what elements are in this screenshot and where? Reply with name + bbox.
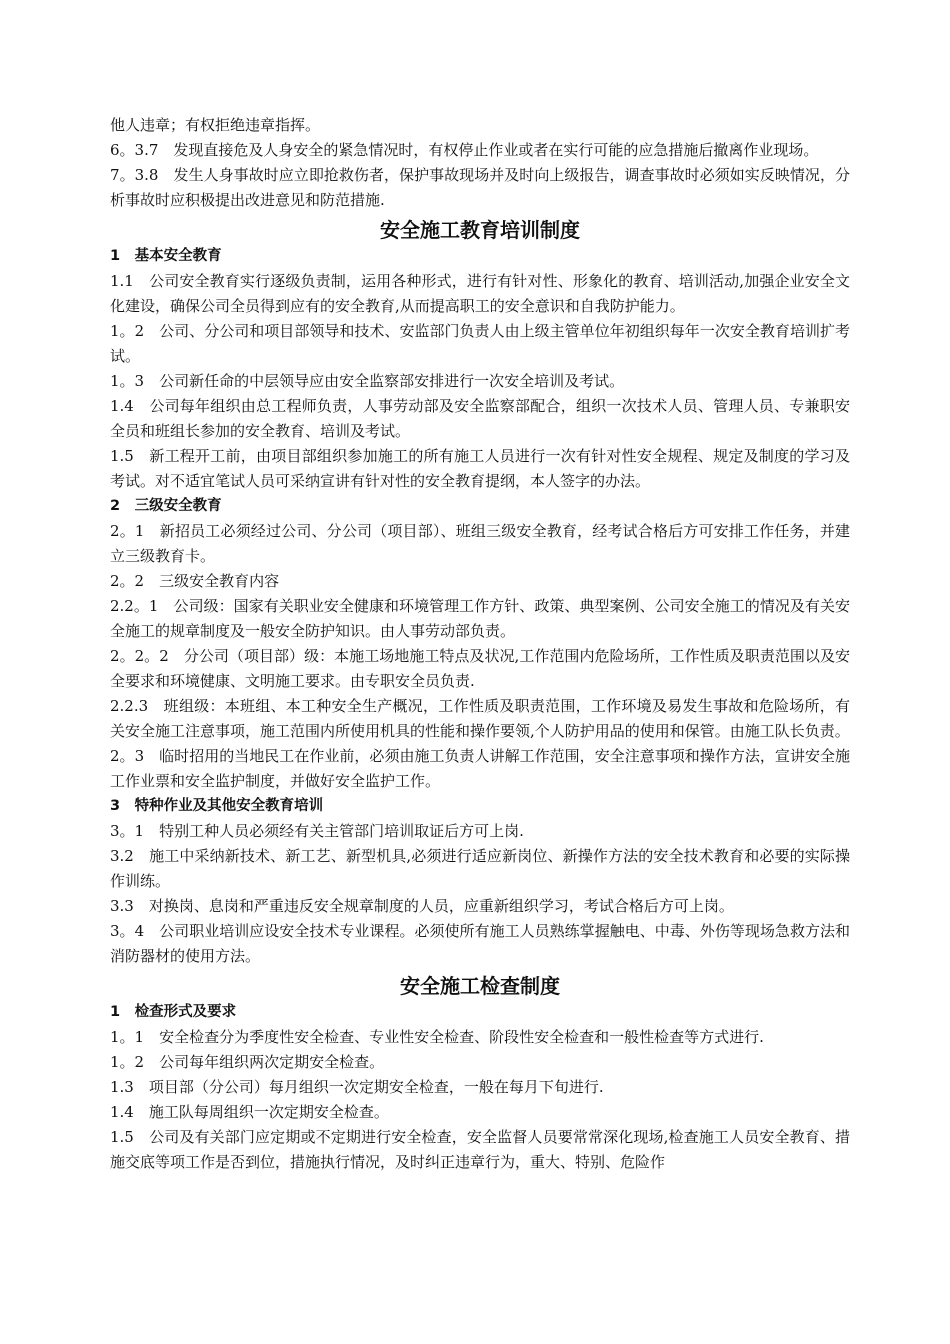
paragraph: 1.4 公司每年组织由总工程师负责，人事劳动部及安全监察部配合，组织一次技术人员、管理人员、专兼职安全员和班组长参加的安全教育、培训及考试。: [110, 397, 850, 440]
paragraph: 1.5 公司及有关部门应定期或不定期进行安全检查，安全监督人员要常常深化现场,检查施工人员安全教育、措施交底等项工作是否到位，措施执行情况，及时纠正违章行为，重大、特别、危险作: [110, 1128, 850, 1171]
subsection-heading: 3 特种作业及其他安全教育培训: [110, 798, 324, 814]
paragraph: 他人违章；有权拒绝违章指挥。: [110, 116, 321, 134]
paragraph: 6。3.7 发现直接危及人身安全的紧急情况时，有权停止作业或者在实行可能的应急措施后撤离作业现场。: [110, 141, 819, 159]
paragraph: 1。2 公司每年组织两次定期安全检查。: [110, 1053, 385, 1071]
section-heading: 安全施工检查制度: [400, 974, 560, 998]
paragraph: 3.2 施工中采纳新技术、新工艺、新型机具,必须进行适应新岗位、新操作方法的安全技术教育和必要的实际操作训练。: [110, 847, 850, 890]
paragraph: 2.2.3 班组级：本班组、本工种安全生产概况，工作性质及职责范围，工作环境及易发生事故和危险场所，有关安全施工注意事项，施工范围内所使用机具的性能和操作要领,个人防护用品的使用和保管。由施工队长负责。: [110, 697, 850, 740]
section-heading: 安全施工教育培训制度: [380, 218, 580, 242]
paragraph: 2。1 新招员工必须经过公司、分公司（项目部）、班组三级安全教育，经考试合格后方可安排工作任务，并建立三级教育卡。: [110, 522, 850, 565]
paragraph: 3。1 特别工种人员必须经有关主管部门培训取证后方可上岗.: [110, 822, 524, 840]
subsection-heading: 1 基本安全教育: [110, 248, 222, 264]
paragraph: 1.5 新工程开工前，由项目部组织参加施工的所有施工人员进行一次有针对性安全规程、规定及制度的学习及考试。对不适宜笔试人员可采纳宣讲有针对性的安全教育提纲，本人签字的办法。: [110, 447, 850, 490]
paragraph: 3。4 公司职业培训应设安全技术专业课程。必须使所有施工人员熟练掌握触电、中毒、外伤等现场急救方法和消防器材的使用方法。: [110, 922, 850, 965]
paragraph: 1.3 项目部（分公司）每月组织一次定期安全检查，一般在每月下旬进行.: [110, 1078, 604, 1096]
paragraph: 1。1 安全检查分为季度性安全检查、专业性安全检查、阶段性安全检查和一般性检查等方式进行.: [110, 1028, 764, 1046]
paragraph: 2.2。1 公司级：国家有关职业安全健康和环境管理工作方针、政策、典型案例、公司安全施工的情况及有关安全施工的规章制度及一般安全防护知识。由人事劳动部负责。: [110, 597, 850, 640]
paragraph: 1.4 施工队每周组织一次定期安全检查。: [110, 1103, 389, 1121]
paragraph: 2。3 临时招用的当地民工在作业前，必须由施工负责人讲解工作范围，安全注意事项和操作方法，宣讲安全施工作业票和安全监护制度，并做好安全监护工作。: [110, 747, 850, 790]
paragraph: 1。2 公司、分公司和项目部领导和技术、安监部门负责人由上级主管单位年初组织每年一次安全教育培训扩考试。: [110, 322, 850, 365]
paragraph: 2。2 三级安全教育内容: [110, 572, 280, 590]
paragraph: 3.3 对换岗、息岗和严重违反安全规章制度的人员，应重新组织学习，考试合格后方可上岗。: [110, 897, 734, 915]
paragraph: 1.1 公司安全教育实行逐级负责制，运用各种形式，进行有针对性、形象化的教育、培训活动,加强企业安全文化建设，确保公司全员得到应有的安全教育,从而提高职工的安全意识和自我防护能力。: [110, 272, 850, 315]
paragraph: 2。2。2 分公司（项目部）级：本施工场地施工特点及状况,工作范围内危险场所，工作性质及职责范围以及安全要求和环境健康、文明施工要求。由专职安全员负责.: [110, 647, 850, 690]
subsection-heading: 1 检查形式及要求: [110, 1004, 237, 1020]
subsection-heading: 2 三级安全教育: [110, 498, 222, 514]
document-page: [110, 113, 850, 1175]
paragraph: 1。3 公司新任命的中层领导应由安全监察部安排进行一次安全培训及考试。: [110, 372, 625, 390]
paragraph: 7。3.8 发生人身事故时应立即抢救伤者，保护事故现场并及时向上级报告，调查事故时必须如实反映情况，分析事故时应积极提出改进意见和防范措施.: [110, 166, 850, 209]
